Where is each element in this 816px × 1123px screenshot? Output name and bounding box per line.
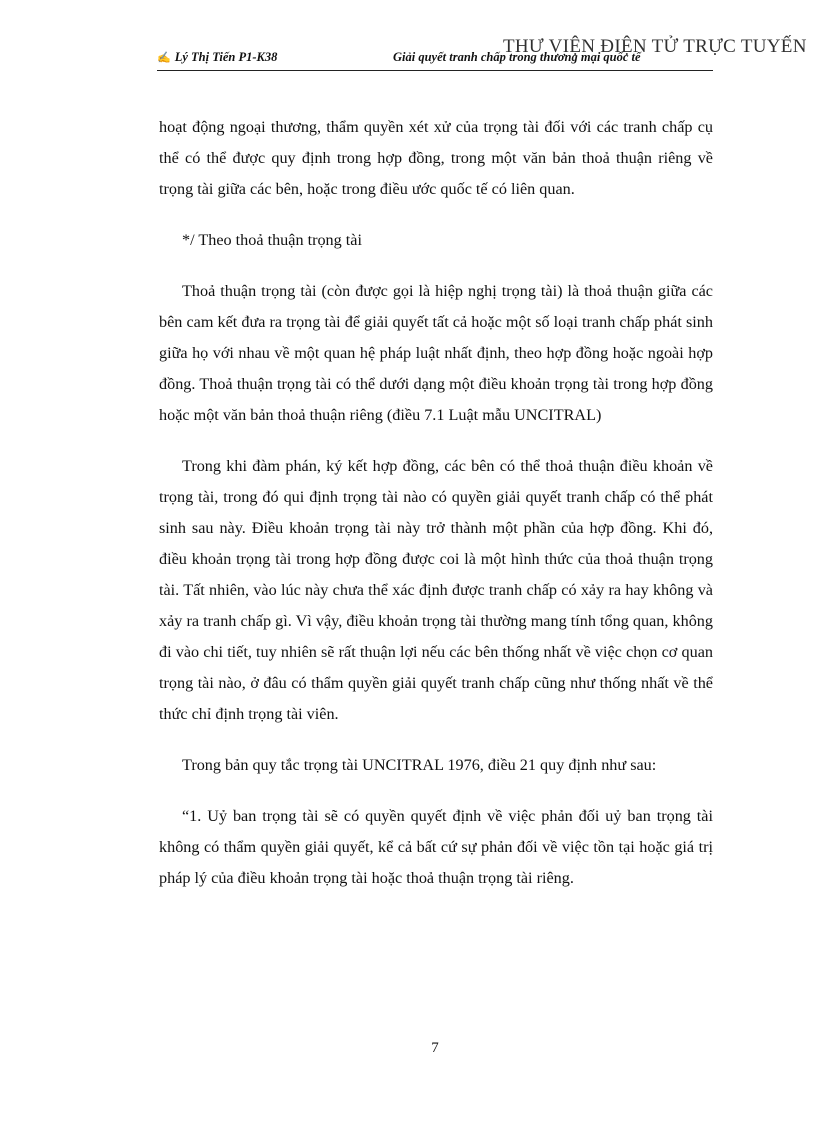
section-heading: */ Theo thoả thuận trọng tài bbox=[182, 231, 362, 249]
paragraph-3: Trong khi đàm phán, ký kết hợp đồng, các bên có thể thoả thuận điều khoản về trọng tài, trong đó qui định trọng tài nào có quyền giải quyết tranh chấp có thể phát sinh sau này. Điều khoản trọng tài này trở thành một phần của hợp đồng. Khi đó, điều khoản trọng tài trong hợp đồng được coi là một hình thức của thoả thuận trọng tài. Tất nhiên, vào lúc này chưa thể xác định được tranh chấp có xảy ra hay không và xảy ra tranh chấp gì. Vì vậy, điều khoản trọng tài thường mang tính tổng quan, không đi vào chi tiết, tuy nhiên sẽ rất thuận lợi nếu các bên thống nhất về việc chọn cơ quan trọng tài nào, ở đâu có thẩm quyền giải quyết tranh chấp cũng như thống nhất về thể thức chỉ định trọng tài viên. bbox=[159, 457, 713, 723]
library-watermark: THƯ VIỆN ĐIỆN TỬ TRỰC TUYẾN bbox=[503, 36, 807, 57]
header-document-title: Giải quyết tranh chấp trong thương mại quốc tế bbox=[393, 50, 641, 64]
paragraph-1: hoạt động ngoại thương, thẩm quyền xét xử của trọng tài đối với các tranh chấp cụ thể có thể được quy định trong hợp đồng, trong một văn bản thoả thuận riêng về trọng tài giữa các bên, hoặc trong điều ước quốc tế có liên quan. bbox=[159, 118, 713, 198]
author-name: Lý Thị Tiến P1-K38 bbox=[174, 50, 278, 64]
pen-hand-icon: ✍ bbox=[157, 52, 171, 64]
page-number: 7 bbox=[431, 1040, 439, 1056]
paragraph-2: Thoả thuận trọng tài (còn được gọi là hiệp nghị trọng tài) là thoả thuận giữa các bên cam kết đưa ra trọng tài để giải quyết tất cả hoặc một số loại tranh chấp phát sinh giữa họ với nhau về một quan hệ pháp luật nhất định, theo hợp đồng hoặc ngoài hợp đồng. Thoả thuận trọng tài có thể dưới dạng một điều khoản trọng tài trong hợp đồng hoặc một văn bản thoả thuận riêng (điều 7.1 Luật mẫu UNCITRAL) bbox=[159, 282, 713, 424]
paragraph-4: Trong bản quy tắc trọng tài UNCITRAL 1976, điều 21 quy định như sau: bbox=[182, 756, 657, 774]
header-author bbox=[157, 50, 277, 65]
paragraph-5: “1. Uỷ ban trọng tài sẽ có quyền quyết định về việc phản đối uỷ ban trọng tài không có thẩm quyền giải quyết, kể cả bất cứ sự phản đối về việc tồn tại hoặc giá trị pháp lý của điều khoản trọng tài hoặc thoả thuận trọng tài riêng. bbox=[159, 807, 713, 887]
document-body bbox=[159, 112, 713, 914]
